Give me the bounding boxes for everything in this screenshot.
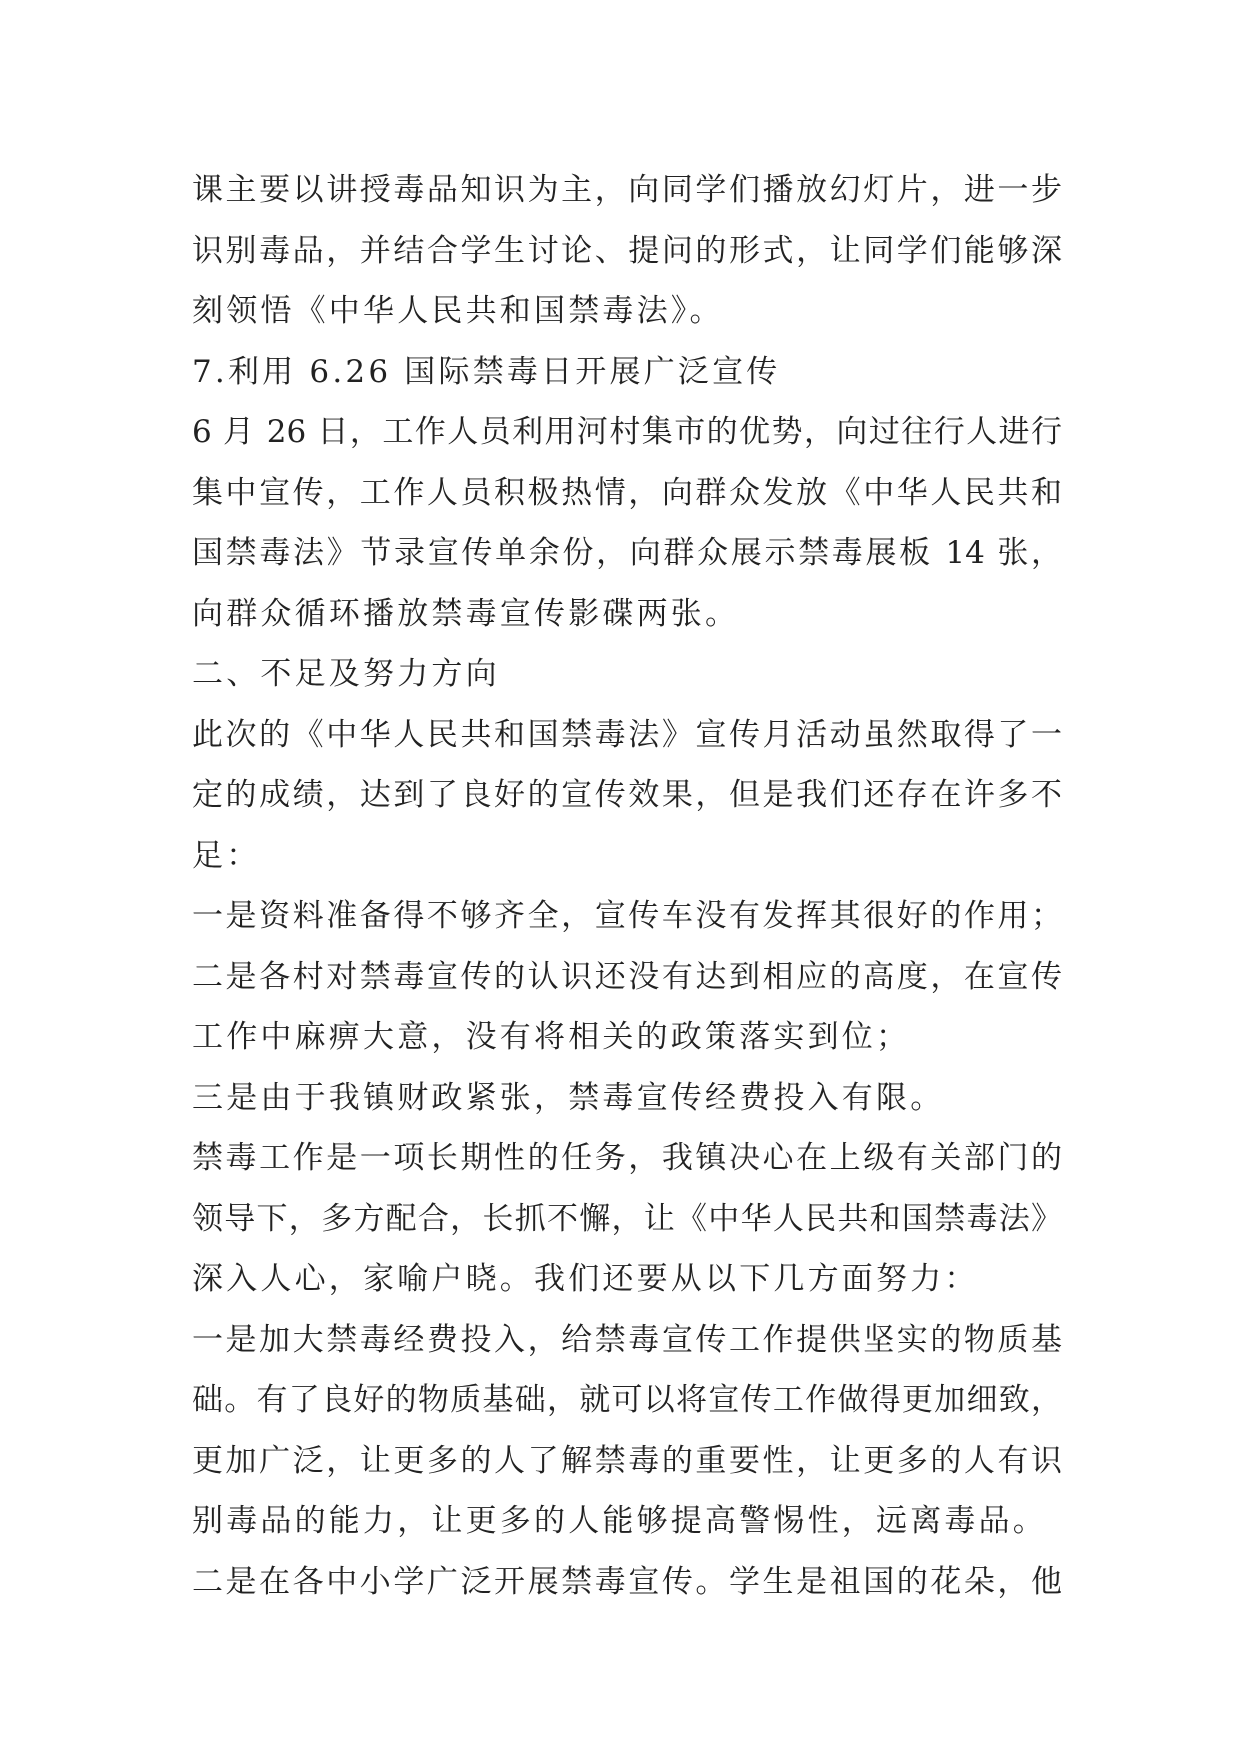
text-line: 别毒品的能力，让更多的人能够提高警惕性，远离毒品。: [192, 1503, 1047, 1539]
text-line: 集中宣传，工作人员积极热情，向群众发放《中华人民共和: [192, 474, 1062, 511]
text-line: 一是资料准备得不够齐全，宣传车没有发挥其很好的作用；: [192, 898, 1062, 934]
text-line: 二是在各中小学广泛开展禁毒宣传。学生是祖国的花朵，他: [192, 1563, 1062, 1600]
document-body: [192, 160, 1062, 1612]
text-line: 更加广泛，让更多的人了解禁毒的重要性，让更多的人有识: [192, 1442, 1062, 1479]
section-heading: 二、不足及努力方向: [192, 656, 500, 692]
text-line: 刻领悟《中华人民共和国禁毒法》。: [192, 293, 724, 329]
text-line: 课主要以讲授毒品知识为主，向同学们播放幻灯片，进一步: [192, 172, 1062, 208]
text-line: 深入人心，家喻户晓。我们还要从以下几方面努力：: [192, 1261, 979, 1297]
text-line: 定的成绩，达到了良好的宣传效果，但是我们还存在许多不: [192, 777, 1062, 813]
text-line: 工作中麻痹大意，没有将相关的政策落实到位；: [192, 1019, 911, 1055]
section-heading: 7.利用 6.26 国际禁毒日开展广泛宣传: [192, 353, 781, 390]
text-line: 禁毒工作是一项长期性的任务，我镇决心在上级有关部门的: [192, 1140, 1062, 1176]
text-line: 向群众循环播放禁毒宣传影碟两张。: [192, 595, 740, 632]
text-line: 一是加大禁毒经费投入，给禁毒宣传工作提供坚实的物质基: [192, 1321, 1062, 1358]
text-line: 国禁毒法》节录宣传单余份，向群众展示禁毒展板 14 张，: [192, 535, 1062, 571]
text-line: 三是由于我镇财政紧张，禁毒宣传经费投入有限。: [192, 1079, 945, 1116]
text-line: 领导下，多方配合，长抓不懈，让《中华人民共和国禁毒法》: [192, 1200, 1062, 1237]
text-line: 二是各村对禁毒宣传的认识还没有达到相应的高度，在宣传: [192, 958, 1062, 995]
text-line: 础。有了良好的物质基础，就可以将宣传工作做得更加细致，: [192, 1382, 1062, 1418]
text-line: 此次的《中华人民共和国禁毒法》宣传月活动虽然取得了一: [192, 716, 1062, 753]
text-line: 识别毒品，并结合学生讨论、提问的形式，让同学们能够深: [192, 232, 1062, 269]
text-line: 足：: [192, 837, 261, 874]
text-line: 6 月 26 日，工作人员利用河村集市的优势，向过往行人进行: [192, 414, 1062, 450]
